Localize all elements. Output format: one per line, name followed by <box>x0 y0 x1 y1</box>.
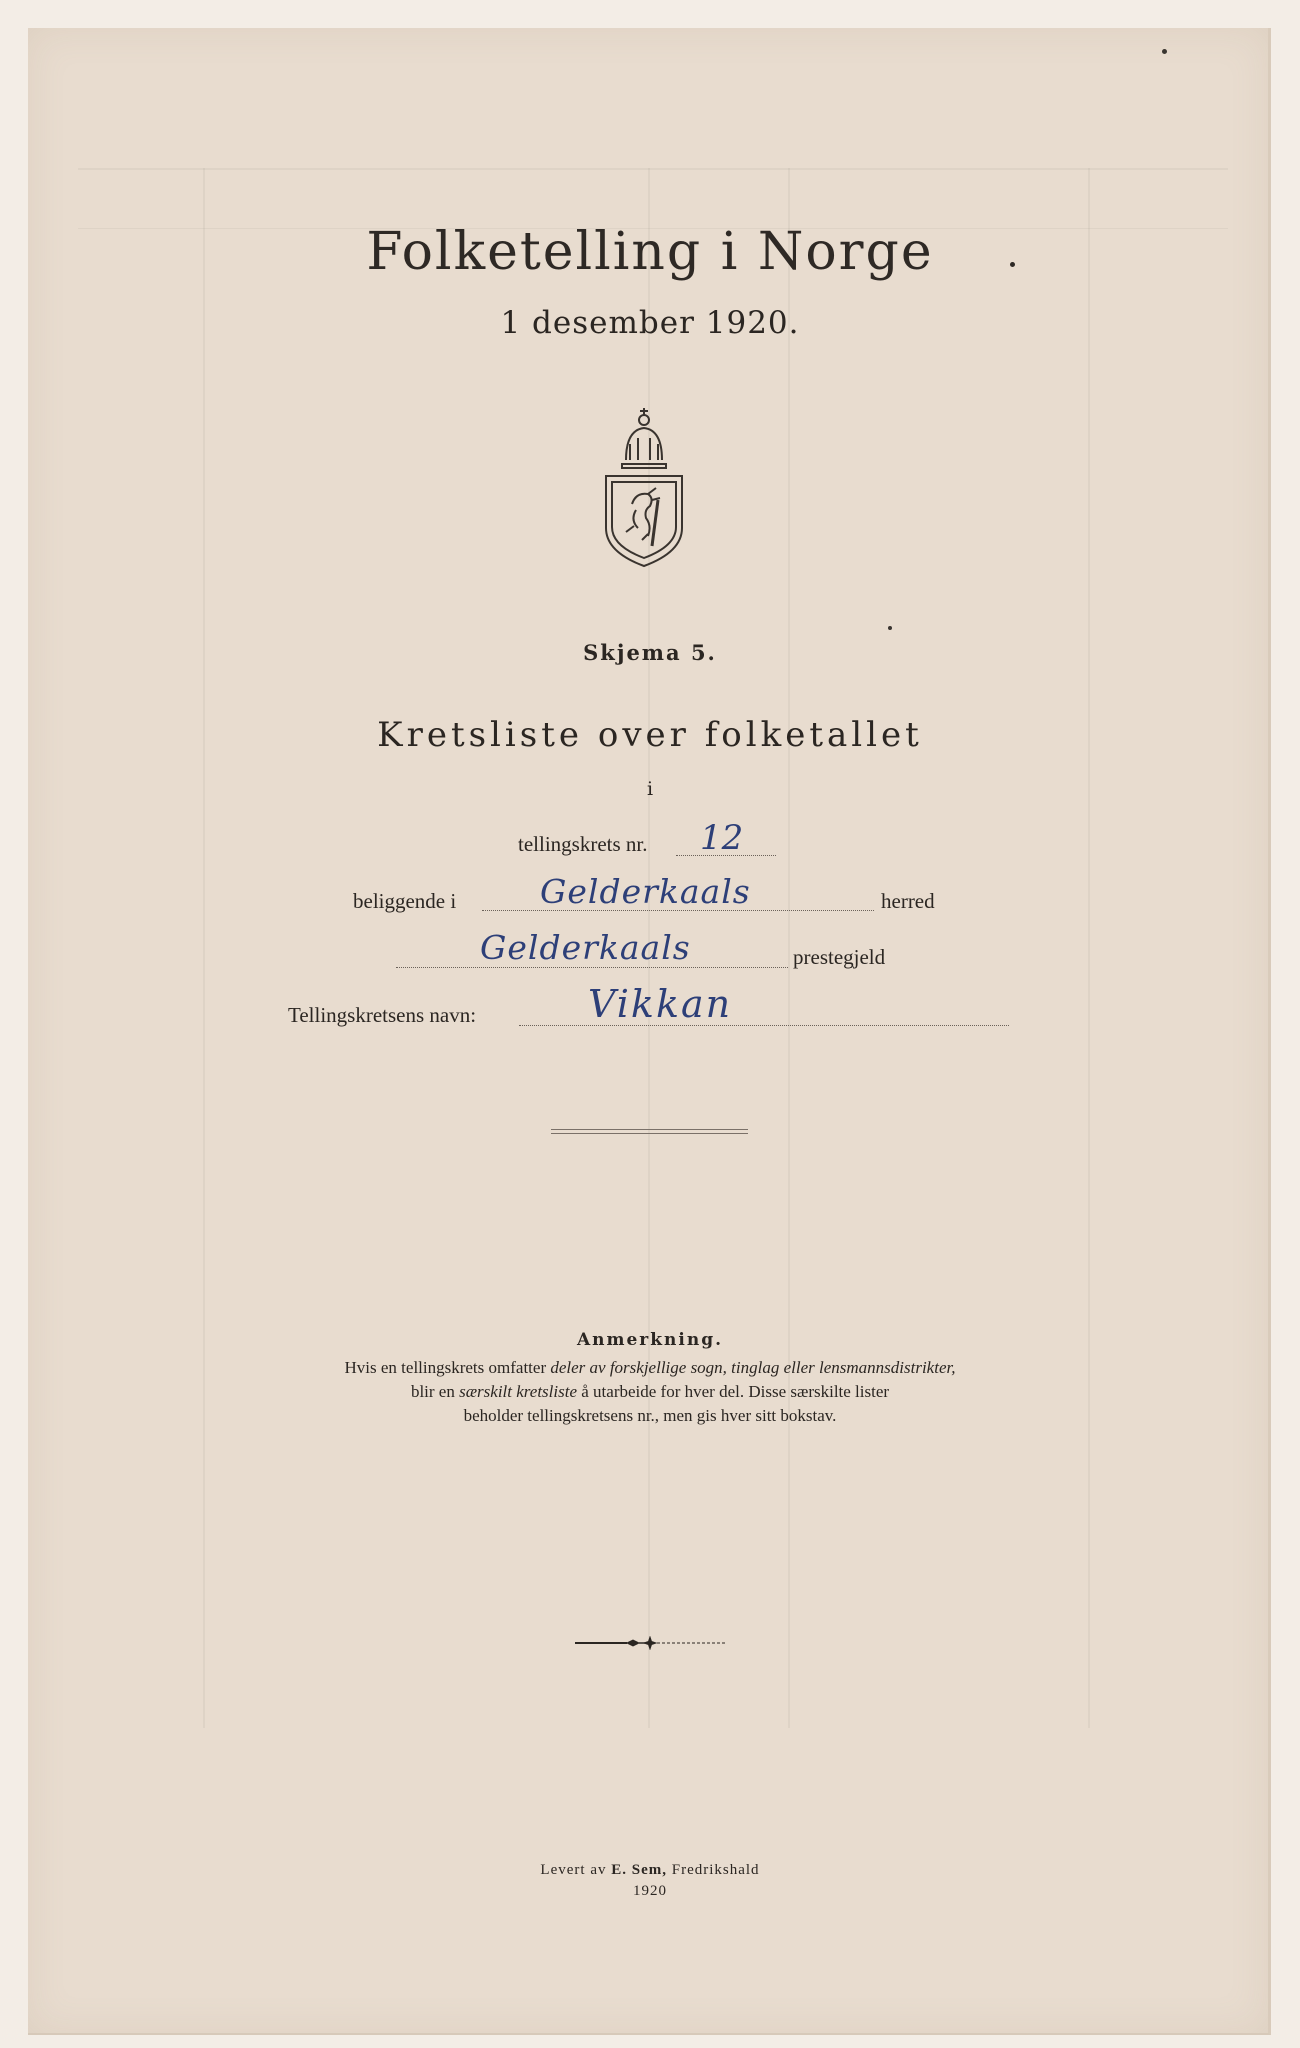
schema-number: Skjema 5. <box>583 640 717 665</box>
norway-coat-of-arms-icon <box>596 400 692 570</box>
note-emphasis: deler av forskjellige sogn, tinglag eller lensmannsdistrikter, <box>550 1358 956 1377</box>
note-line-3: beholder tellingskretsens nr., men gis hver sitt bokstav. <box>463 1406 837 1425</box>
printer-credit <box>0 1862 1300 1879</box>
kretsnavn-label: Tellingskretsens navn: <box>288 1003 477 1027</box>
title-dot <box>1010 262 1015 267</box>
divider-rule <box>551 1133 748 1134</box>
page-title: Folketelling i Norge <box>366 222 934 282</box>
connector-word: i <box>646 778 654 800</box>
divider-rule <box>551 1129 748 1130</box>
tellingskrets-label: tellingskrets nr. <box>518 832 648 856</box>
prestegjeld-value[interactable]: Gelderkaals <box>480 928 691 967</box>
ornament-divider-icon <box>575 1636 725 1650</box>
note-text: Hvis en tellingskrets omfatter <box>344 1358 551 1377</box>
note-line-1 <box>0 1358 1300 1378</box>
form-heading: Kretsliste over folketallet <box>377 715 923 755</box>
note-line-2 <box>0 1382 1300 1402</box>
tellingskrets-value[interactable]: 12 <box>700 818 744 858</box>
census-date: 1 desember 1920. <box>500 305 800 341</box>
paper-speck <box>888 626 892 630</box>
paper-speck <box>1162 49 1167 54</box>
herred-label: herred <box>881 889 935 913</box>
beliggende-value[interactable]: Gelderkaals <box>540 872 751 911</box>
note-emphasis: særskilt kretsliste <box>459 1382 577 1401</box>
prestegjeld-line <box>396 967 788 968</box>
printer-place: Fredrikshald <box>666 1862 760 1878</box>
printer-year: 1920 <box>633 1883 667 1899</box>
prestegjeld-label: prestegjeld <box>793 945 886 969</box>
note-text: blir en <box>410 1382 460 1401</box>
beliggende-label: beliggende i <box>353 889 457 913</box>
printer-name: E. Sem, <box>611 1862 667 1878</box>
printer-prefix: Levert av <box>540 1862 612 1878</box>
note-text: å utarbeide for hver del. Disse særskilte lister <box>577 1382 890 1401</box>
kretsnavn-value[interactable]: Vikkan <box>588 982 733 1026</box>
note-heading: Anmerkning. <box>576 1330 724 1350</box>
